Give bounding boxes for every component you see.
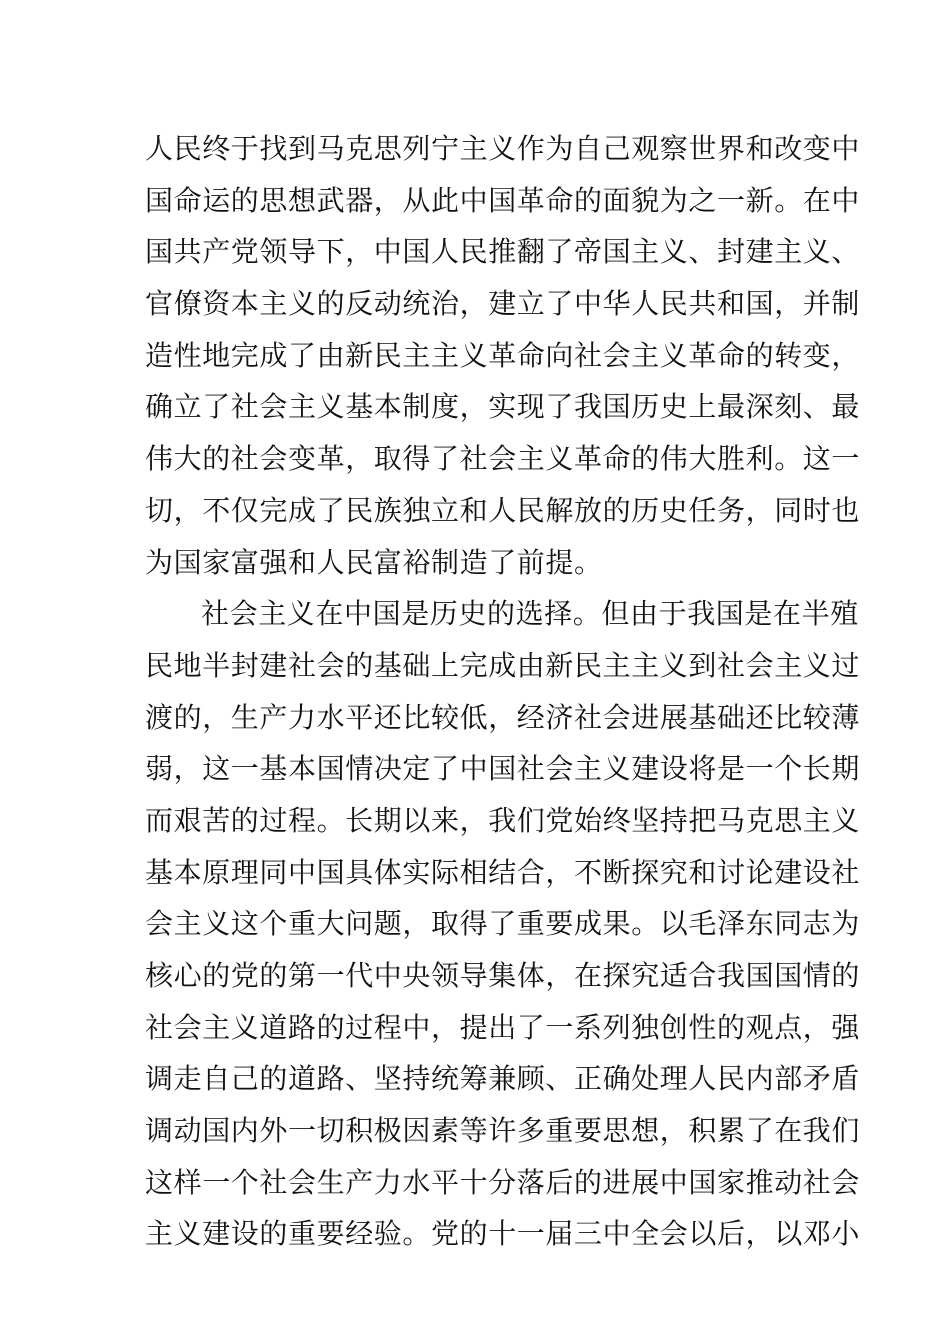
text-line: 核心的党的第一代中央领导集体，在探究适合我国国情的 bbox=[145, 959, 861, 992]
text-line: 国命运的思想武器，从此中国革命的面貌为之一新。在中 bbox=[145, 183, 861, 217]
text-line: 切，不仅完成了民族独立和人民解放的历史任务，同时也 bbox=[145, 493, 861, 527]
text-line: 人民终于找到马克思列宁主义作为自己观察世界和改变中 bbox=[145, 132, 861, 165]
text-line: 国共产党领导下，中国人民推翻了帝国主义、封建主义、 bbox=[145, 235, 861, 269]
text-line: 确立了社会主义基本制度，实现了我国历史上最深刻、最 bbox=[145, 390, 861, 424]
paragraph-2 bbox=[145, 588, 861, 1260]
text-line: 调走自己的道路、坚持统筹兼顾、正确处理人民内部矛盾 bbox=[145, 1062, 861, 1096]
text-line: 民地半封建社会的基础上完成由新民主主义到社会主义过 bbox=[145, 648, 861, 682]
text-line-indented: 社会主义在中国是历史的选择。但由于我国是在半殖 bbox=[201, 597, 859, 631]
text-line: 这样一个社会生产力水平十分落后的进展中国家推动社会 bbox=[145, 1165, 861, 1199]
text-line: 渡的，生产力水平还比较低，经济社会进展基础还比较薄 bbox=[145, 700, 861, 734]
text-line: 会主义这个重大问题，取得了重要成果。以毛泽东同志为 bbox=[145, 907, 861, 941]
text-line: 基本原理同中国具体实际相结合，不断探究和讨论建设社 bbox=[145, 855, 861, 889]
text-line: 伟大的社会变革，取得了社会主义革命的伟大胜利。这一 bbox=[145, 442, 861, 476]
text-line: 而艰苦的过程。长期以来，我们党始终坚持把马克思主义 bbox=[145, 803, 861, 837]
text-line: 官僚资本主义的反动统治，建立了中华人民共和国，并制 bbox=[145, 287, 861, 321]
text-line: 弱，这一基本国情决定了中国社会主义建设将是一个长期 bbox=[145, 752, 861, 786]
text-line: 调动国内外一切积极因素等许多重要思想，积累了在我们 bbox=[145, 1114, 861, 1148]
text-line: 主义建设的重要经验。党的十一届三中全会以后，以邓小 bbox=[145, 1217, 861, 1251]
body-text bbox=[145, 123, 861, 1260]
text-line: 社会主义道路的过程中，提出了一系列独创性的观点，强 bbox=[145, 1010, 861, 1044]
text-line: 为国家富强和人民富裕制造了前提。 bbox=[145, 545, 603, 579]
text-line: 造性地完成了由新民主主义革命向社会主义革命的转变， bbox=[145, 338, 861, 372]
paragraph-1 bbox=[145, 123, 861, 588]
